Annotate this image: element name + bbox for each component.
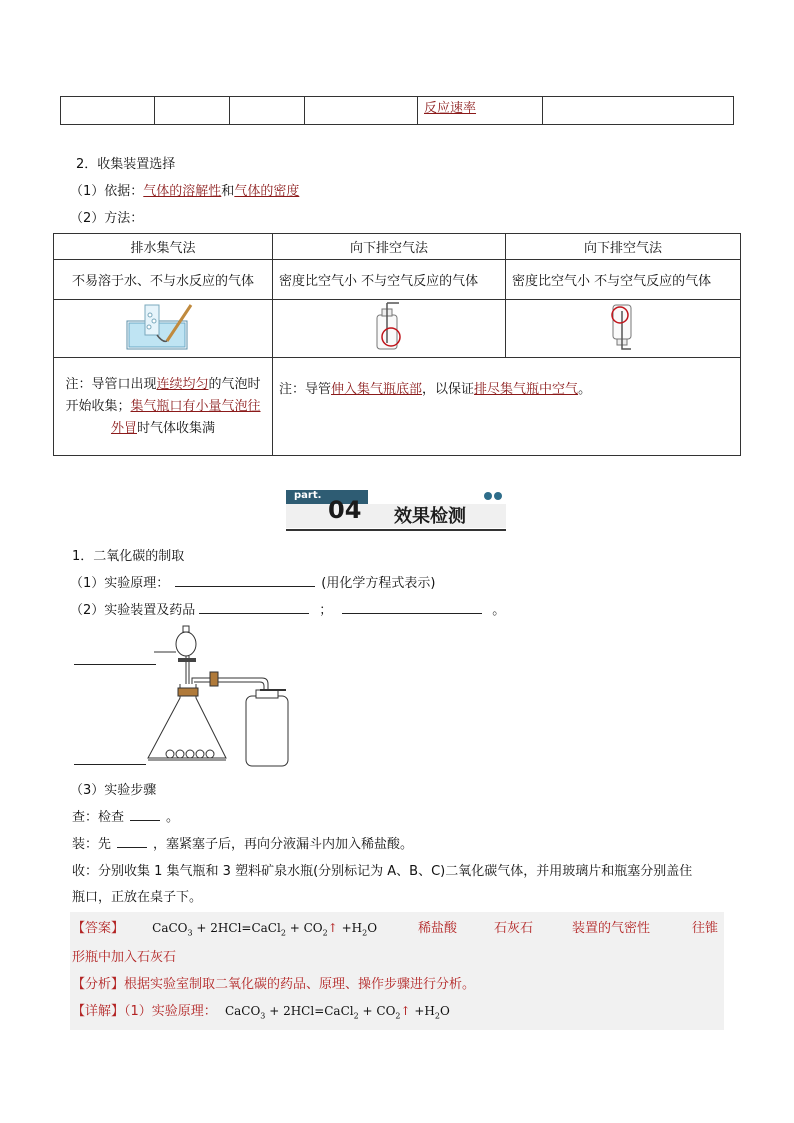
eq-part: CaCO [224,1004,261,1018]
gas-arrow-icon: ↑ [327,921,338,935]
q2-blank-1[interactable] [199,613,309,614]
analysis-label: 【分析】 [72,977,125,992]
section2-method: （2）方法： [70,211,144,226]
step-collect-1: 收：分别收集 1 集气瓶和 3 塑料矿泉水瓶(分别标记为 A、B、C)二氧化碳气体，并用玻璃片和瓶塞分别盖住 [72,864,693,879]
header-water: 排水集气法 [54,234,273,260]
img-cell-downward-1 [273,300,506,358]
top-cell-4 [305,97,418,125]
gas-arrow-icon: ↑ [400,1004,411,1018]
note-water [54,358,273,456]
water-collection-apparatus-image [123,301,203,353]
question-q3: （3）实验步骤 [70,783,157,798]
part-number: 04 [328,496,362,524]
label-blank-bottom[interactable] [74,764,146,765]
question-title: 1．二氧化碳的制取 [72,549,185,564]
top-cell-6 [543,97,734,125]
img-cell-water [54,300,273,358]
q2-sep: ； [319,603,333,618]
img-cell-downward-2 [506,300,741,358]
step-collect-2: 瓶口，正放在桌子下。 [72,890,203,905]
detail-equation: CaCO$_3$ + 2HCl=CaCl$_2$ + $CO_2↑ +H_2O$ [224,1004,450,1021]
eq-part: O [440,1004,450,1018]
part-label: part. [294,490,322,501]
header-downward-1: 向下排空气法 [273,234,506,260]
part-banner [286,490,506,532]
detail-label: 【详解】 [72,1004,125,1019]
reaction-rate-label: 反应速率 [424,101,477,116]
decor-dot-icon [494,492,502,500]
decor-dot-icon [484,492,492,500]
note2-a: 注：导管 [279,382,332,397]
check-label: 查：检查 [72,810,125,825]
collection-table [53,233,741,456]
load-rest: ，塞紧塞子后，再向分液漏斗内加入稀盐酸。 [153,837,414,852]
analysis-text: 根据实验室制取二氧化碳的药品、原理、操作步骤进行分析。 [124,977,476,992]
basis-density: 气体的密度 [234,184,300,199]
part-title: 效果检测 [394,506,466,527]
eq-part: CaCO [152,921,188,935]
answer-4-cont: 形瓶中加入石灰石 [72,950,177,965]
detail-line [72,1000,450,1020]
analysis-line [72,973,475,992]
eq-part: + CO [285,921,323,935]
answer-line [72,917,722,937]
basis-and: 和 [221,184,235,199]
top-cell-rate [418,97,543,125]
note2-e: 。 [578,382,592,397]
q2-end: 。 [492,603,506,618]
top-cell-3 [230,97,305,125]
step-check [72,806,179,825]
answer-3: 装置的气密性 [572,921,651,936]
eq-part: +H [337,921,363,935]
note2-c: ，以保证 [422,382,475,397]
check-blank[interactable] [130,820,160,821]
eq-part: + CO [358,1004,396,1018]
header-downward-2: 向下排空气法 [506,234,741,260]
detail-text: （1）实验原理： [124,1004,217,1019]
top-cell-2 [155,97,230,125]
upright-bottle-apparatus-image [369,301,409,353]
banner-underline [286,529,506,531]
basis-solubility: 气体的溶解性 [143,184,222,199]
q1-suffix: (用化学方程式表示) [321,576,436,591]
check-end: 。 [166,810,180,825]
question-q2 [70,599,505,618]
top-table [60,96,734,125]
q2-label: （2）实验装置及药品 [70,603,196,618]
q1-blank[interactable] [175,586,315,587]
note2-exhaust: 排尽集气瓶中空气 [474,382,579,397]
note1-c: 的气泡时开始收集； [65,376,261,414]
answer-4: 往锥 [692,921,719,936]
eq-part: + 2HCl=CaCl [265,1004,354,1018]
load-label: 装：先 [72,837,112,852]
note1-e: 时气体收集满 [137,420,216,436]
note1-continuous: 连续均匀 [156,376,209,392]
q1-label: （1）实验原理： [70,576,170,591]
step-load [72,833,413,852]
note-downward [273,358,741,456]
cond-water: 不易溶于水、不与水反应的气体 [54,260,273,300]
top-cell-1 [61,97,155,125]
cond-downward-1: 密度比空气小 不与空气反应的气体 [273,260,506,300]
co2-generation-apparatus-image [140,622,300,770]
note1-full-sign: 集气瓶口有小量气泡往外冒 [110,398,261,436]
eq-part: + 2HCl=CaCl [192,921,281,935]
q2-blank-2[interactable] [342,613,482,614]
section2-heading: 2．收集装置选择 [76,157,176,172]
answer-equation: CaCO$_3$ + 2HCl=CaCl$_2$ + $CO_2↑ +H_2O$ [152,921,378,938]
eq-part: +H [410,1004,435,1018]
section2-basis [70,180,299,199]
answer-1: 稀盐酸 [418,921,458,936]
cond-downward-2: 密度比空气小 不与空气反应的气体 [506,260,741,300]
inverted-bottle-apparatus-image [603,301,643,353]
note1-a: 注：导管口出现 [65,376,157,392]
answer-2: 石灰石 [494,921,534,936]
answer-label: 【答案】 [72,921,125,936]
load-blank[interactable] [117,847,147,848]
basis-prefix: （1）依据： [70,184,144,199]
note2-bottom: 伸入集气瓶底部 [331,382,423,397]
question-q1 [70,572,435,591]
eq-part: O [367,921,378,935]
